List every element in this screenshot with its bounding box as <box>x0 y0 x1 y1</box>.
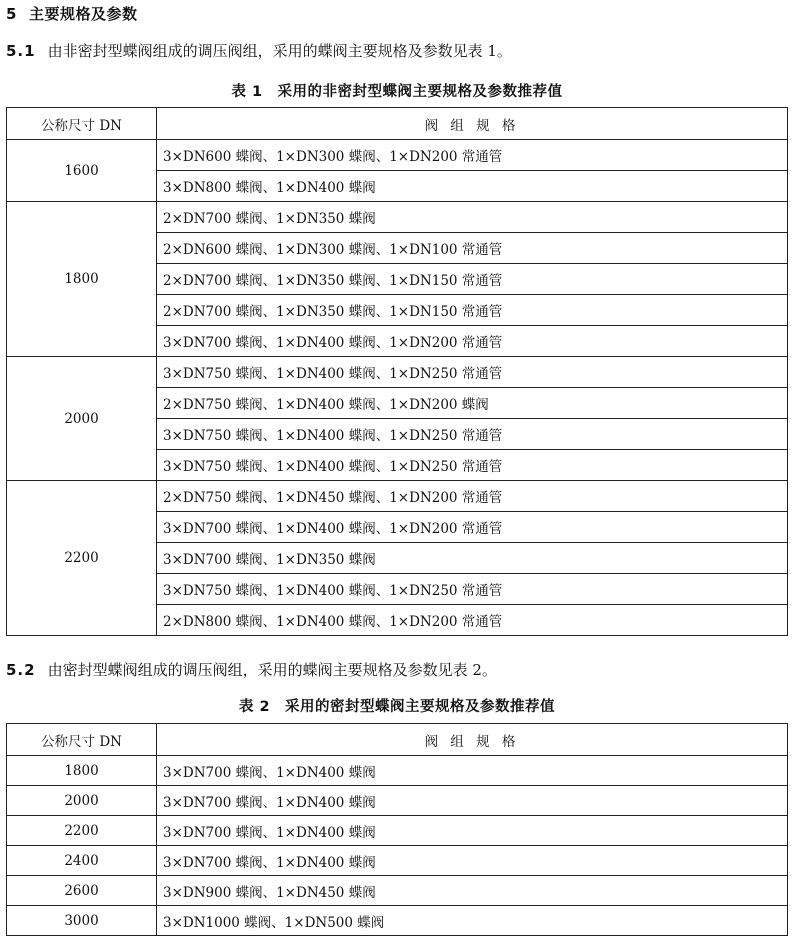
spec-cell: 3×DN700 蝶阀、1×DN400 蝶阀、1×DN200 常通管 <box>157 512 788 543</box>
clause-number: 5.1 <box>6 42 36 60</box>
table-row <box>7 140 788 171</box>
dn-cell: 1800 <box>7 202 157 357</box>
dn-cell: 2000 <box>7 786 157 816</box>
section-title: 主要规格及参数 <box>28 5 138 23</box>
spec-header: 阀 组 规 格 <box>157 724 788 756</box>
spec-cell: 3×DN750 蝶阀、1×DN400 蝶阀、1×DN250 常通管 <box>157 450 788 481</box>
clause-5-2 <box>6 659 497 680</box>
dn-cell: 3000 <box>7 906 157 936</box>
spec-cell: 3×DN1000 蝶阀、1×DN500 蝶阀 <box>157 906 788 936</box>
table-row <box>7 481 788 512</box>
section-heading <box>6 3 137 24</box>
table-row <box>7 786 788 816</box>
spec-cell: 2×DN750 蝶阀、1×DN450 蝶阀、1×DN200 常通管 <box>157 481 788 512</box>
spec-cell: 3×DN700 蝶阀、1×DN400 蝶阀、1×DN200 常通管 <box>157 326 788 357</box>
spec-cell: 3×DN900 蝶阀、1×DN450 蝶阀 <box>157 876 788 906</box>
dn-header: 公称尺寸 DN <box>7 724 157 756</box>
spec-cell: 3×DN700 蝶阀、1×DN400 蝶阀 <box>157 816 788 846</box>
table-row <box>7 846 788 876</box>
spec-cell: 3×DN750 蝶阀、1×DN400 蝶阀、1×DN250 常通管 <box>157 574 788 605</box>
dn-cell: 2000 <box>7 357 157 481</box>
clause-text: 由非密封型蝶阀组成的调压阀组，采用的蝶阀主要规格及参数见表 1。 <box>47 42 512 60</box>
table2-caption: 表 2 采用的密封型蝶阀主要规格及参数推荐值 <box>238 699 556 715</box>
table-row <box>7 816 788 846</box>
table-row <box>7 357 788 388</box>
spec-cell: 3×DN700 蝶阀、1×DN350 蝶阀 <box>157 543 788 574</box>
spec-cell: 3×DN750 蝶阀、1×DN400 蝶阀、1×DN250 常通管 <box>157 357 788 388</box>
clause-number: 5.2 <box>6 661 36 679</box>
spec-cell: 3×DN700 蝶阀、1×DN400 蝶阀 <box>157 756 788 786</box>
dn-cell: 1800 <box>7 756 157 786</box>
dn-cell: 1600 <box>7 140 157 202</box>
table-header-row <box>7 108 788 140</box>
spec-cell: 3×DN700 蝶阀、1×DN400 蝶阀 <box>157 846 788 876</box>
clause-text: 由密封型蝶阀组成的调压阀组，采用的蝶阀主要规格及参数见表 2。 <box>47 661 497 679</box>
clause-5-1 <box>6 40 512 61</box>
spec-cell: 2×DN750 蝶阀、1×DN400 蝶阀、1×DN200 蝶阀 <box>157 388 788 419</box>
spec-cell: 3×DN800 蝶阀、1×DN400 蝶阀 <box>157 171 788 202</box>
table-row <box>7 906 788 936</box>
dn-header: 公称尺寸 DN <box>7 108 157 140</box>
spec-cell: 2×DN700 蝶阀、1×DN350 蝶阀、1×DN150 常通管 <box>157 295 788 326</box>
table-row <box>7 756 788 786</box>
table-row <box>7 202 788 233</box>
dn-cell: 2200 <box>7 481 157 636</box>
table2 <box>6 723 788 936</box>
spec-cell: 2×DN600 蝶阀、1×DN300 蝶阀、1×DN100 常通管 <box>157 233 788 264</box>
table-row <box>7 876 788 906</box>
spec-cell: 2×DN700 蝶阀、1×DN350 蝶阀、1×DN150 常通管 <box>157 264 788 295</box>
section-number: 5 <box>6 5 17 23</box>
spec-cell: 3×DN600 蝶阀、1×DN300 蝶阀、1×DN200 常通管 <box>157 140 788 171</box>
spec-cell: 2×DN700 蝶阀、1×DN350 蝶阀 <box>157 202 788 233</box>
spec-header: 阀 组 规 格 <box>157 108 788 140</box>
table1-caption: 表 1 采用的非密封型蝶阀主要规格及参数推荐值 <box>231 84 563 100</box>
table-header-row <box>7 724 788 756</box>
table1 <box>6 107 788 636</box>
dn-cell: 2200 <box>7 816 157 846</box>
spec-cell: 3×DN700 蝶阀、1×DN400 蝶阀 <box>157 786 788 816</box>
dn-cell: 2400 <box>7 846 157 876</box>
spec-cell: 3×DN750 蝶阀、1×DN400 蝶阀、1×DN250 常通管 <box>157 419 788 450</box>
spec-cell: 2×DN800 蝶阀、1×DN400 蝶阀、1×DN200 常通管 <box>157 605 788 636</box>
dn-cell: 2600 <box>7 876 157 906</box>
